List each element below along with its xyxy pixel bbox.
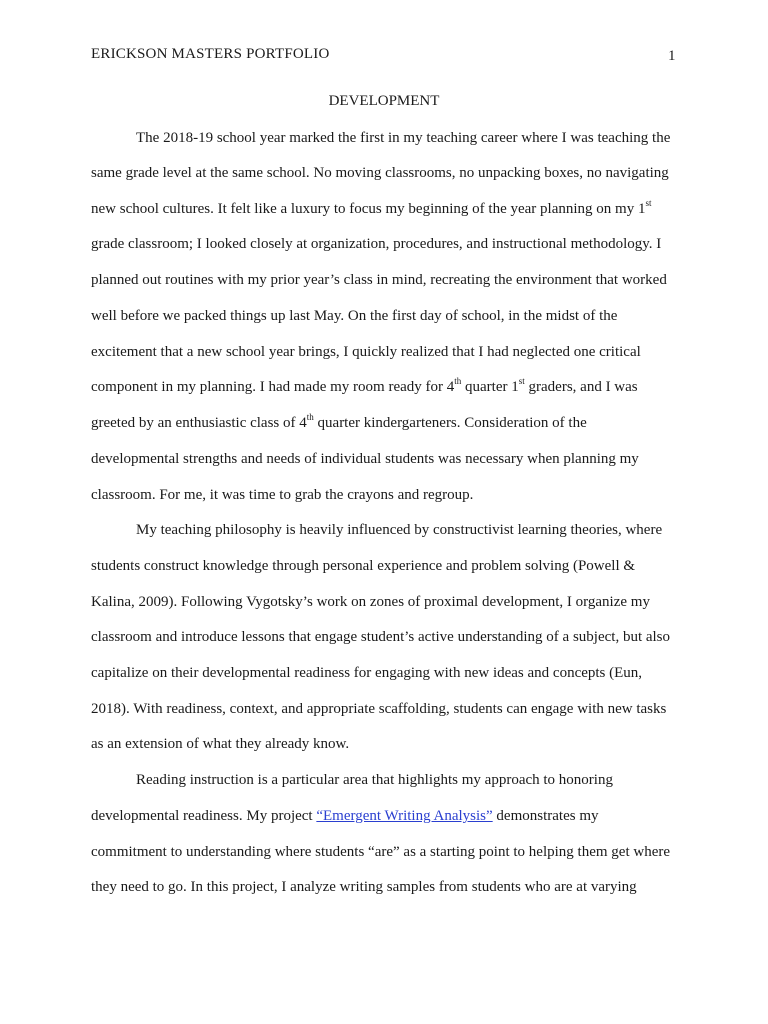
line-text: quarter 1 (461, 379, 519, 395)
line-text: new school cultures. It felt like a luxury to focus my beginning of the year planning on my 1 (91, 201, 646, 217)
superscript: st (518, 376, 525, 386)
superscript: st (645, 198, 652, 208)
document-title: DEVELOPMENT (328, 93, 440, 109)
paragraph-line: well before we packed things up last May. On the first day of school, in the midst of the (91, 308, 618, 324)
paragraph-line (91, 808, 599, 825)
paragraph-line: commitment to understanding where students “are” as a starting point to helping them get where (91, 844, 671, 860)
paragraph-line: students construct knowledge through personal experience and problem solving (Powell & (91, 558, 636, 574)
paragraph-line: grade classroom; I looked closely at organization, procedures, and instructional methodology. I (91, 236, 662, 252)
line-text: component in my planning. I had made my room ready for 4 (91, 379, 455, 395)
paragraph-line: Kalina, 2009). Following Vygotsky’s work on zones of proximal development, I organize my (91, 594, 650, 610)
line-text: greeted by an enthusiastic class of 4 (91, 415, 307, 431)
emergent-writing-analysis-link[interactable]: “Emergent Writing Analysis” (316, 808, 493, 824)
paragraph-line: capitalize on their developmental readiness for engaging with new ideas and concepts (Eun, (91, 665, 643, 681)
paragraph-line: classroom and introduce lessons that engage student’s active understanding of a subject, but also (91, 629, 671, 645)
line-text: graders, and I was (524, 379, 638, 395)
paragraph-line (91, 376, 638, 396)
line-text: demonstrates my (492, 808, 599, 824)
paragraph-line: they need to go. In this project, I analyze writing samples from students who are at varying (91, 879, 637, 895)
line-text: developmental readiness. My project (91, 808, 317, 824)
paragraph-line: My teaching philosophy is heavily influenced by constructivist learning theories, where (136, 522, 663, 538)
paragraph-line: 2018). With readiness, context, and appropriate scaffolding, students can engage with new tasks (91, 701, 667, 717)
paragraph-line: same grade level at the same school. No moving classrooms, no unpacking boxes, no navigating (91, 165, 669, 181)
paragraph-line: classroom. For me, it was time to grab the crayons and regroup. (91, 487, 474, 503)
paragraph-line: excitement that a new school year brings, I quickly realized that I had neglected one critical (91, 344, 641, 360)
paragraph-line (91, 198, 652, 218)
paragraph-line: The 2018-19 school year marked the first in my teaching career where I was teaching the (136, 130, 671, 146)
paragraph-line: as an extension of what they already know. (91, 736, 350, 752)
line-text: quarter kindergarteners. Consideration of the (313, 415, 587, 431)
running-head: ERICKSON MASTERS PORTFOLIO (91, 46, 330, 62)
page-number: 1 (668, 48, 676, 64)
paragraph-line: Reading instruction is a particular area that highlights my approach to honoring (136, 772, 613, 788)
superscript: th (306, 412, 314, 422)
paragraph-line: planned out routines with my prior year’s class in mind, recreating the environment that worked (91, 272, 667, 288)
superscript: th (454, 376, 462, 386)
paragraph-line: developmental strengths and needs of individual students was necessary when planning my (91, 451, 639, 467)
paragraph-line (91, 412, 587, 432)
